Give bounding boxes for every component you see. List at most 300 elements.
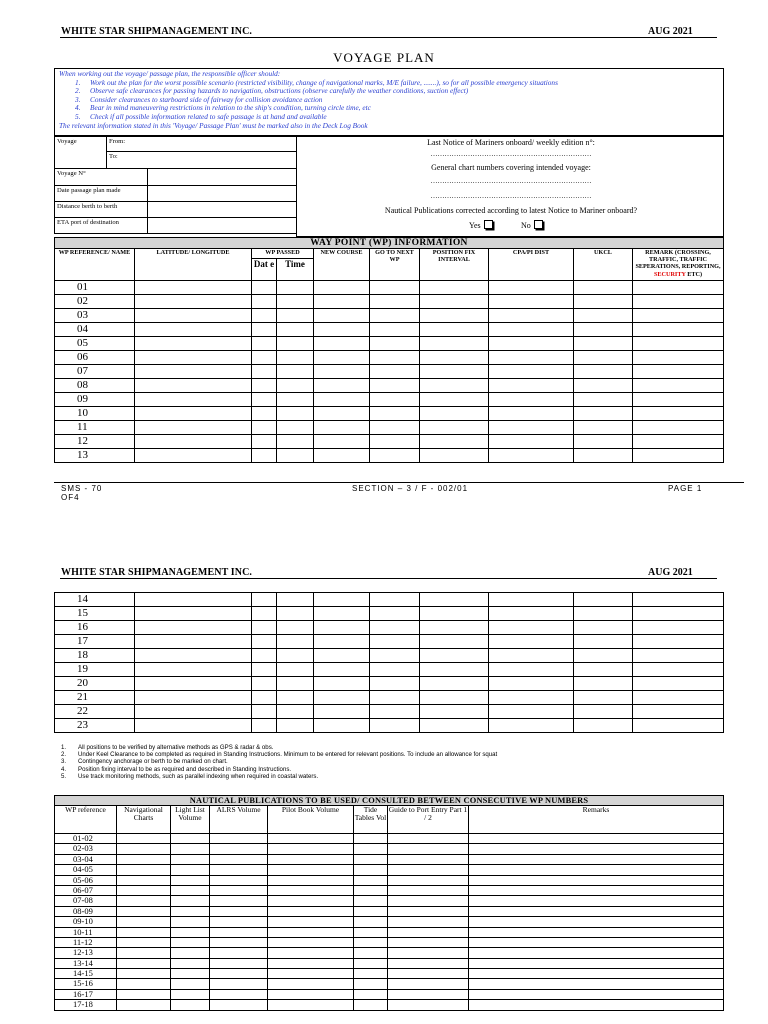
- waypoint-cell[interactable]: [314, 607, 370, 621]
- waypoint-cell[interactable]: [370, 295, 420, 309]
- waypoint-cell[interactable]: [277, 435, 314, 449]
- nautical-cell[interactable]: [268, 1000, 354, 1010]
- waypoint-cell[interactable]: [277, 663, 314, 677]
- waypoint-cell[interactable]: [252, 435, 277, 449]
- voyage-no-field[interactable]: [148, 169, 297, 186]
- waypoint-cell[interactable]: [489, 337, 574, 351]
- waypoint-cell[interactable]: [574, 435, 633, 449]
- waypoint-cell[interactable]: [574, 337, 633, 351]
- waypoint-cell[interactable]: [370, 281, 420, 295]
- nautical-cell[interactable]: [171, 854, 210, 864]
- nautical-cell[interactable]: [469, 834, 724, 844]
- nautical-cell[interactable]: [117, 875, 171, 885]
- waypoint-cell[interactable]: [420, 663, 489, 677]
- waypoint-cell[interactable]: [314, 705, 370, 719]
- waypoint-cell[interactable]: [135, 691, 252, 705]
- nautical-cell[interactable]: [117, 844, 171, 854]
- nautical-cell[interactable]: [469, 854, 724, 864]
- waypoint-cell[interactable]: [135, 421, 252, 435]
- waypoint-cell[interactable]: [633, 705, 724, 719]
- waypoint-cell[interactable]: [574, 677, 633, 691]
- waypoint-cell[interactable]: [277, 365, 314, 379]
- waypoint-cell[interactable]: [633, 677, 724, 691]
- waypoint-cell[interactable]: [633, 421, 724, 435]
- nautical-cell[interactable]: [354, 979, 388, 989]
- waypoint-cell[interactable]: [252, 705, 277, 719]
- nautical-cell[interactable]: [469, 917, 724, 927]
- waypoint-cell[interactable]: [314, 435, 370, 449]
- waypoint-cell[interactable]: [420, 621, 489, 635]
- waypoint-cell[interactable]: [252, 393, 277, 407]
- chart-numbers-field-2[interactable]: ……………………………………………………………: [430, 192, 592, 200]
- waypoint-cell[interactable]: [633, 379, 724, 393]
- waypoint-cell[interactable]: [574, 649, 633, 663]
- chart-numbers-field-1[interactable]: ……………………………………………………………: [430, 177, 592, 185]
- waypoint-cell[interactable]: [574, 365, 633, 379]
- no-option[interactable]: No: [521, 220, 543, 230]
- waypoint-cell[interactable]: [314, 351, 370, 365]
- nautical-cell[interactable]: [469, 906, 724, 916]
- nautical-cell[interactable]: [354, 927, 388, 937]
- waypoint-cell[interactable]: [420, 421, 489, 435]
- waypoint-cell[interactable]: [135, 677, 252, 691]
- waypoint-cell[interactable]: [277, 621, 314, 635]
- nautical-cell[interactable]: [388, 979, 469, 989]
- waypoint-cell[interactable]: [277, 351, 314, 365]
- last-notice-field[interactable]: ……………………………………………………………: [430, 150, 592, 158]
- waypoint-cell[interactable]: [370, 719, 420, 733]
- waypoint-cell[interactable]: [420, 309, 489, 323]
- nautical-cell[interactable]: [171, 969, 210, 979]
- nautical-cell[interactable]: [388, 854, 469, 864]
- waypoint-cell[interactable]: [633, 351, 724, 365]
- nautical-cell[interactable]: [354, 948, 388, 958]
- eta-field[interactable]: [148, 218, 297, 234]
- nautical-cell[interactable]: [469, 885, 724, 895]
- waypoint-cell[interactable]: [277, 309, 314, 323]
- waypoint-cell[interactable]: [135, 649, 252, 663]
- nautical-cell[interactable]: [388, 969, 469, 979]
- waypoint-cell[interactable]: [252, 407, 277, 421]
- waypoint-cell[interactable]: [252, 607, 277, 621]
- nautical-cell[interactable]: [469, 865, 724, 875]
- nautical-cell[interactable]: [117, 969, 171, 979]
- waypoint-cell[interactable]: [489, 449, 574, 463]
- waypoint-cell[interactable]: [489, 435, 574, 449]
- waypoint-cell[interactable]: [574, 607, 633, 621]
- waypoint-cell[interactable]: [489, 379, 574, 393]
- waypoint-cell[interactable]: [420, 705, 489, 719]
- nautical-cell[interactable]: [171, 885, 210, 895]
- nautical-cell[interactable]: [171, 896, 210, 906]
- waypoint-cell[interactable]: [633, 449, 724, 463]
- nautical-cell[interactable]: [268, 875, 354, 885]
- nautical-cell[interactable]: [354, 958, 388, 968]
- waypoint-cell[interactable]: [314, 719, 370, 733]
- waypoint-cell[interactable]: [420, 337, 489, 351]
- nautical-cell[interactable]: [268, 854, 354, 864]
- nautical-cell[interactable]: [354, 917, 388, 927]
- nautical-cell[interactable]: [388, 917, 469, 927]
- waypoint-cell[interactable]: [420, 649, 489, 663]
- waypoint-cell[interactable]: [370, 449, 420, 463]
- nautical-cell[interactable]: [210, 875, 268, 885]
- waypoint-cell[interactable]: [277, 593, 314, 607]
- waypoint-cell[interactable]: [314, 379, 370, 393]
- waypoint-cell[interactable]: [420, 323, 489, 337]
- waypoint-cell[interactable]: [489, 365, 574, 379]
- waypoint-cell[interactable]: [252, 295, 277, 309]
- nautical-cell[interactable]: [117, 896, 171, 906]
- nautical-cell[interactable]: [354, 1000, 388, 1010]
- nautical-cell[interactable]: [117, 885, 171, 895]
- nautical-cell[interactable]: [210, 1000, 268, 1010]
- nautical-cell[interactable]: [210, 906, 268, 916]
- waypoint-cell[interactable]: [633, 407, 724, 421]
- waypoint-cell[interactable]: [135, 365, 252, 379]
- waypoint-cell[interactable]: [252, 421, 277, 435]
- nautical-cell[interactable]: [171, 834, 210, 844]
- nautical-cell[interactable]: [210, 917, 268, 927]
- waypoint-cell[interactable]: [574, 309, 633, 323]
- waypoint-cell[interactable]: [370, 365, 420, 379]
- waypoint-cell[interactable]: [314, 649, 370, 663]
- waypoint-cell[interactable]: [574, 691, 633, 705]
- nautical-cell[interactable]: [171, 844, 210, 854]
- waypoint-cell[interactable]: [489, 649, 574, 663]
- waypoint-cell[interactable]: [370, 393, 420, 407]
- waypoint-cell[interactable]: [370, 677, 420, 691]
- nautical-cell[interactable]: [354, 885, 388, 895]
- nautical-cell[interactable]: [354, 865, 388, 875]
- waypoint-cell[interactable]: [633, 281, 724, 295]
- waypoint-cell[interactable]: [420, 393, 489, 407]
- nautical-cell[interactable]: [354, 906, 388, 916]
- nautical-cell[interactable]: [210, 927, 268, 937]
- nautical-cell[interactable]: [117, 906, 171, 916]
- waypoint-cell[interactable]: [252, 351, 277, 365]
- waypoint-cell[interactable]: [252, 691, 277, 705]
- waypoint-cell[interactable]: [489, 351, 574, 365]
- waypoint-cell[interactable]: [574, 421, 633, 435]
- nautical-cell[interactable]: [210, 896, 268, 906]
- waypoint-cell[interactable]: [489, 393, 574, 407]
- waypoint-cell[interactable]: [574, 295, 633, 309]
- nautical-cell[interactable]: [210, 937, 268, 947]
- waypoint-cell[interactable]: [574, 663, 633, 677]
- waypoint-cell[interactable]: [135, 309, 252, 323]
- waypoint-cell[interactable]: [370, 621, 420, 635]
- waypoint-cell[interactable]: [370, 323, 420, 337]
- waypoint-cell[interactable]: [633, 691, 724, 705]
- waypoint-cell[interactable]: [420, 691, 489, 705]
- waypoint-cell[interactable]: [314, 337, 370, 351]
- nautical-cell[interactable]: [171, 948, 210, 958]
- waypoint-cell[interactable]: [135, 663, 252, 677]
- waypoint-cell[interactable]: [135, 407, 252, 421]
- waypoint-cell[interactable]: [420, 351, 489, 365]
- waypoint-cell[interactable]: [277, 393, 314, 407]
- waypoint-cell[interactable]: [633, 649, 724, 663]
- waypoint-cell[interactable]: [314, 635, 370, 649]
- waypoint-cell[interactable]: [489, 677, 574, 691]
- waypoint-cell[interactable]: [135, 621, 252, 635]
- nautical-cell[interactable]: [469, 844, 724, 854]
- waypoint-cell[interactable]: [420, 281, 489, 295]
- nautical-cell[interactable]: [388, 1000, 469, 1010]
- waypoint-cell[interactable]: [277, 719, 314, 733]
- waypoint-cell[interactable]: [252, 677, 277, 691]
- waypoint-cell[interactable]: [489, 691, 574, 705]
- waypoint-cell[interactable]: [277, 421, 314, 435]
- waypoint-cell[interactable]: [277, 691, 314, 705]
- waypoint-cell[interactable]: [574, 323, 633, 337]
- waypoint-cell[interactable]: [314, 621, 370, 635]
- nautical-cell[interactable]: [210, 989, 268, 999]
- waypoint-cell[interactable]: [489, 309, 574, 323]
- waypoint-cell[interactable]: [370, 337, 420, 351]
- nautical-cell[interactable]: [171, 979, 210, 989]
- nautical-cell[interactable]: [469, 969, 724, 979]
- nautical-cell[interactable]: [268, 896, 354, 906]
- waypoint-cell[interactable]: [277, 295, 314, 309]
- waypoint-cell[interactable]: [252, 379, 277, 393]
- waypoint-cell[interactable]: [277, 407, 314, 421]
- waypoint-cell[interactable]: [370, 435, 420, 449]
- waypoint-cell[interactable]: [135, 705, 252, 719]
- waypoint-cell[interactable]: [135, 719, 252, 733]
- waypoint-cell[interactable]: [314, 449, 370, 463]
- waypoint-cell[interactable]: [314, 323, 370, 337]
- waypoint-cell[interactable]: [314, 421, 370, 435]
- waypoint-cell[interactable]: [277, 281, 314, 295]
- waypoint-cell[interactable]: [370, 705, 420, 719]
- waypoint-cell[interactable]: [633, 323, 724, 337]
- waypoint-cell[interactable]: [574, 351, 633, 365]
- waypoint-cell[interactable]: [574, 449, 633, 463]
- waypoint-cell[interactable]: [135, 635, 252, 649]
- waypoint-cell[interactable]: [489, 621, 574, 635]
- waypoint-cell[interactable]: [314, 677, 370, 691]
- waypoint-cell[interactable]: [633, 635, 724, 649]
- waypoint-cell[interactable]: [135, 607, 252, 621]
- nautical-cell[interactable]: [388, 865, 469, 875]
- nautical-cell[interactable]: [354, 896, 388, 906]
- waypoint-cell[interactable]: [370, 691, 420, 705]
- nautical-cell[interactable]: [171, 927, 210, 937]
- nautical-cell[interactable]: [388, 937, 469, 947]
- waypoint-cell[interactable]: [252, 337, 277, 351]
- waypoint-cell[interactable]: [277, 607, 314, 621]
- waypoint-cell[interactable]: [420, 593, 489, 607]
- waypoint-cell[interactable]: [277, 635, 314, 649]
- nautical-cell[interactable]: [388, 948, 469, 958]
- waypoint-cell[interactable]: [370, 421, 420, 435]
- nautical-cell[interactable]: [268, 834, 354, 844]
- waypoint-cell[interactable]: [252, 663, 277, 677]
- waypoint-cell[interactable]: [489, 323, 574, 337]
- waypoint-cell[interactable]: [370, 607, 420, 621]
- waypoint-cell[interactable]: [574, 621, 633, 635]
- nautical-cell[interactable]: [117, 979, 171, 989]
- waypoint-cell[interactable]: [252, 593, 277, 607]
- waypoint-cell[interactable]: [370, 379, 420, 393]
- nautical-cell[interactable]: [354, 834, 388, 844]
- nautical-cell[interactable]: [171, 906, 210, 916]
- nautical-cell[interactable]: [117, 958, 171, 968]
- nautical-cell[interactable]: [469, 1000, 724, 1010]
- nautical-cell[interactable]: [354, 844, 388, 854]
- nautical-cell[interactable]: [171, 917, 210, 927]
- waypoint-cell[interactable]: [314, 407, 370, 421]
- waypoint-cell[interactable]: [633, 719, 724, 733]
- waypoint-cell[interactable]: [420, 677, 489, 691]
- waypoint-cell[interactable]: [370, 635, 420, 649]
- waypoint-cell[interactable]: [135, 379, 252, 393]
- nautical-cell[interactable]: [388, 927, 469, 937]
- waypoint-cell[interactable]: [489, 407, 574, 421]
- nautical-cell[interactable]: [469, 896, 724, 906]
- nautical-cell[interactable]: [354, 989, 388, 999]
- nautical-cell[interactable]: [210, 885, 268, 895]
- nautical-cell[interactable]: [268, 917, 354, 927]
- nautical-cell[interactable]: [210, 844, 268, 854]
- nautical-cell[interactable]: [268, 865, 354, 875]
- waypoint-cell[interactable]: [420, 449, 489, 463]
- waypoint-cell[interactable]: [633, 607, 724, 621]
- nautical-cell[interactable]: [268, 969, 354, 979]
- nautical-cell[interactable]: [354, 937, 388, 947]
- nautical-cell[interactable]: [117, 989, 171, 999]
- nautical-cell[interactable]: [171, 865, 210, 875]
- waypoint-cell[interactable]: [420, 719, 489, 733]
- waypoint-cell[interactable]: [370, 351, 420, 365]
- waypoint-cell[interactable]: [489, 719, 574, 733]
- waypoint-cell[interactable]: [252, 309, 277, 323]
- nautical-cell[interactable]: [354, 875, 388, 885]
- waypoint-cell[interactable]: [489, 607, 574, 621]
- nautical-cell[interactable]: [210, 948, 268, 958]
- nautical-cell[interactable]: [469, 927, 724, 937]
- nautical-cell[interactable]: [210, 958, 268, 968]
- nautical-cell[interactable]: [268, 948, 354, 958]
- nautical-cell[interactable]: [469, 937, 724, 947]
- nautical-cell[interactable]: [268, 937, 354, 947]
- waypoint-cell[interactable]: [489, 705, 574, 719]
- from-field[interactable]: From:: [107, 137, 297, 152]
- waypoint-cell[interactable]: [252, 719, 277, 733]
- waypoint-cell[interactable]: [420, 635, 489, 649]
- waypoint-cell[interactable]: [314, 393, 370, 407]
- waypoint-cell[interactable]: [489, 421, 574, 435]
- nautical-cell[interactable]: [117, 834, 171, 844]
- yes-checkbox[interactable]: [484, 220, 493, 229]
- waypoint-cell[interactable]: [633, 295, 724, 309]
- nautical-cell[interactable]: [171, 989, 210, 999]
- nautical-cell[interactable]: [469, 948, 724, 958]
- nautical-cell[interactable]: [210, 834, 268, 844]
- nautical-cell[interactable]: [210, 854, 268, 864]
- nautical-cell[interactable]: [210, 979, 268, 989]
- nautical-cell[interactable]: [117, 917, 171, 927]
- nautical-cell[interactable]: [388, 844, 469, 854]
- waypoint-cell[interactable]: [135, 449, 252, 463]
- nautical-cell[interactable]: [210, 969, 268, 979]
- waypoint-cell[interactable]: [370, 593, 420, 607]
- waypoint-cell[interactable]: [277, 649, 314, 663]
- waypoint-cell[interactable]: [252, 365, 277, 379]
- nautical-cell[interactable]: [354, 854, 388, 864]
- waypoint-cell[interactable]: [370, 407, 420, 421]
- waypoint-cell[interactable]: [277, 379, 314, 393]
- waypoint-cell[interactable]: [314, 309, 370, 323]
- nautical-cell[interactable]: [469, 979, 724, 989]
- waypoint-cell[interactable]: [420, 607, 489, 621]
- nautical-cell[interactable]: [117, 854, 171, 864]
- waypoint-cell[interactable]: [135, 393, 252, 407]
- waypoint-cell[interactable]: [633, 663, 724, 677]
- nautical-cell[interactable]: [388, 885, 469, 895]
- nautical-cell[interactable]: [388, 958, 469, 968]
- nautical-cell[interactable]: [171, 958, 210, 968]
- nautical-cell[interactable]: [268, 927, 354, 937]
- nautical-cell[interactable]: [388, 989, 469, 999]
- nautical-cell[interactable]: [171, 937, 210, 947]
- waypoint-cell[interactable]: [420, 295, 489, 309]
- nautical-cell[interactable]: [268, 906, 354, 916]
- yes-option[interactable]: Yes: [469, 220, 493, 230]
- nautical-cell[interactable]: [268, 979, 354, 989]
- to-field[interactable]: To:: [107, 152, 297, 169]
- waypoint-cell[interactable]: [314, 691, 370, 705]
- waypoint-cell[interactable]: [252, 449, 277, 463]
- waypoint-cell[interactable]: [633, 435, 724, 449]
- waypoint-cell[interactable]: [574, 705, 633, 719]
- waypoint-cell[interactable]: [489, 635, 574, 649]
- nautical-cell[interactable]: [388, 906, 469, 916]
- waypoint-cell[interactable]: [135, 337, 252, 351]
- waypoint-cell[interactable]: [277, 705, 314, 719]
- waypoint-cell[interactable]: [633, 621, 724, 635]
- waypoint-cell[interactable]: [420, 407, 489, 421]
- nautical-cell[interactable]: [268, 958, 354, 968]
- nautical-cell[interactable]: [388, 896, 469, 906]
- waypoint-cell[interactable]: [252, 635, 277, 649]
- waypoint-cell[interactable]: [574, 393, 633, 407]
- nautical-cell[interactable]: [388, 875, 469, 885]
- waypoint-cell[interactable]: [489, 281, 574, 295]
- waypoint-cell[interactable]: [420, 365, 489, 379]
- waypoint-cell[interactable]: [574, 719, 633, 733]
- nautical-cell[interactable]: [117, 1000, 171, 1010]
- nautical-cell[interactable]: [210, 865, 268, 875]
- waypoint-cell[interactable]: [574, 281, 633, 295]
- waypoint-cell[interactable]: [252, 649, 277, 663]
- waypoint-cell[interactable]: [420, 435, 489, 449]
- nautical-cell[interactable]: [171, 875, 210, 885]
- waypoint-cell[interactable]: [277, 337, 314, 351]
- waypoint-cell[interactable]: [370, 649, 420, 663]
- waypoint-cell[interactable]: [252, 323, 277, 337]
- waypoint-cell[interactable]: [633, 393, 724, 407]
- nautical-cell[interactable]: [469, 875, 724, 885]
- waypoint-cell[interactable]: [633, 365, 724, 379]
- waypoint-cell[interactable]: [277, 323, 314, 337]
- nautical-cell[interactable]: [117, 948, 171, 958]
- waypoint-cell[interactable]: [420, 379, 489, 393]
- waypoint-cell[interactable]: [574, 407, 633, 421]
- waypoint-cell[interactable]: [314, 365, 370, 379]
